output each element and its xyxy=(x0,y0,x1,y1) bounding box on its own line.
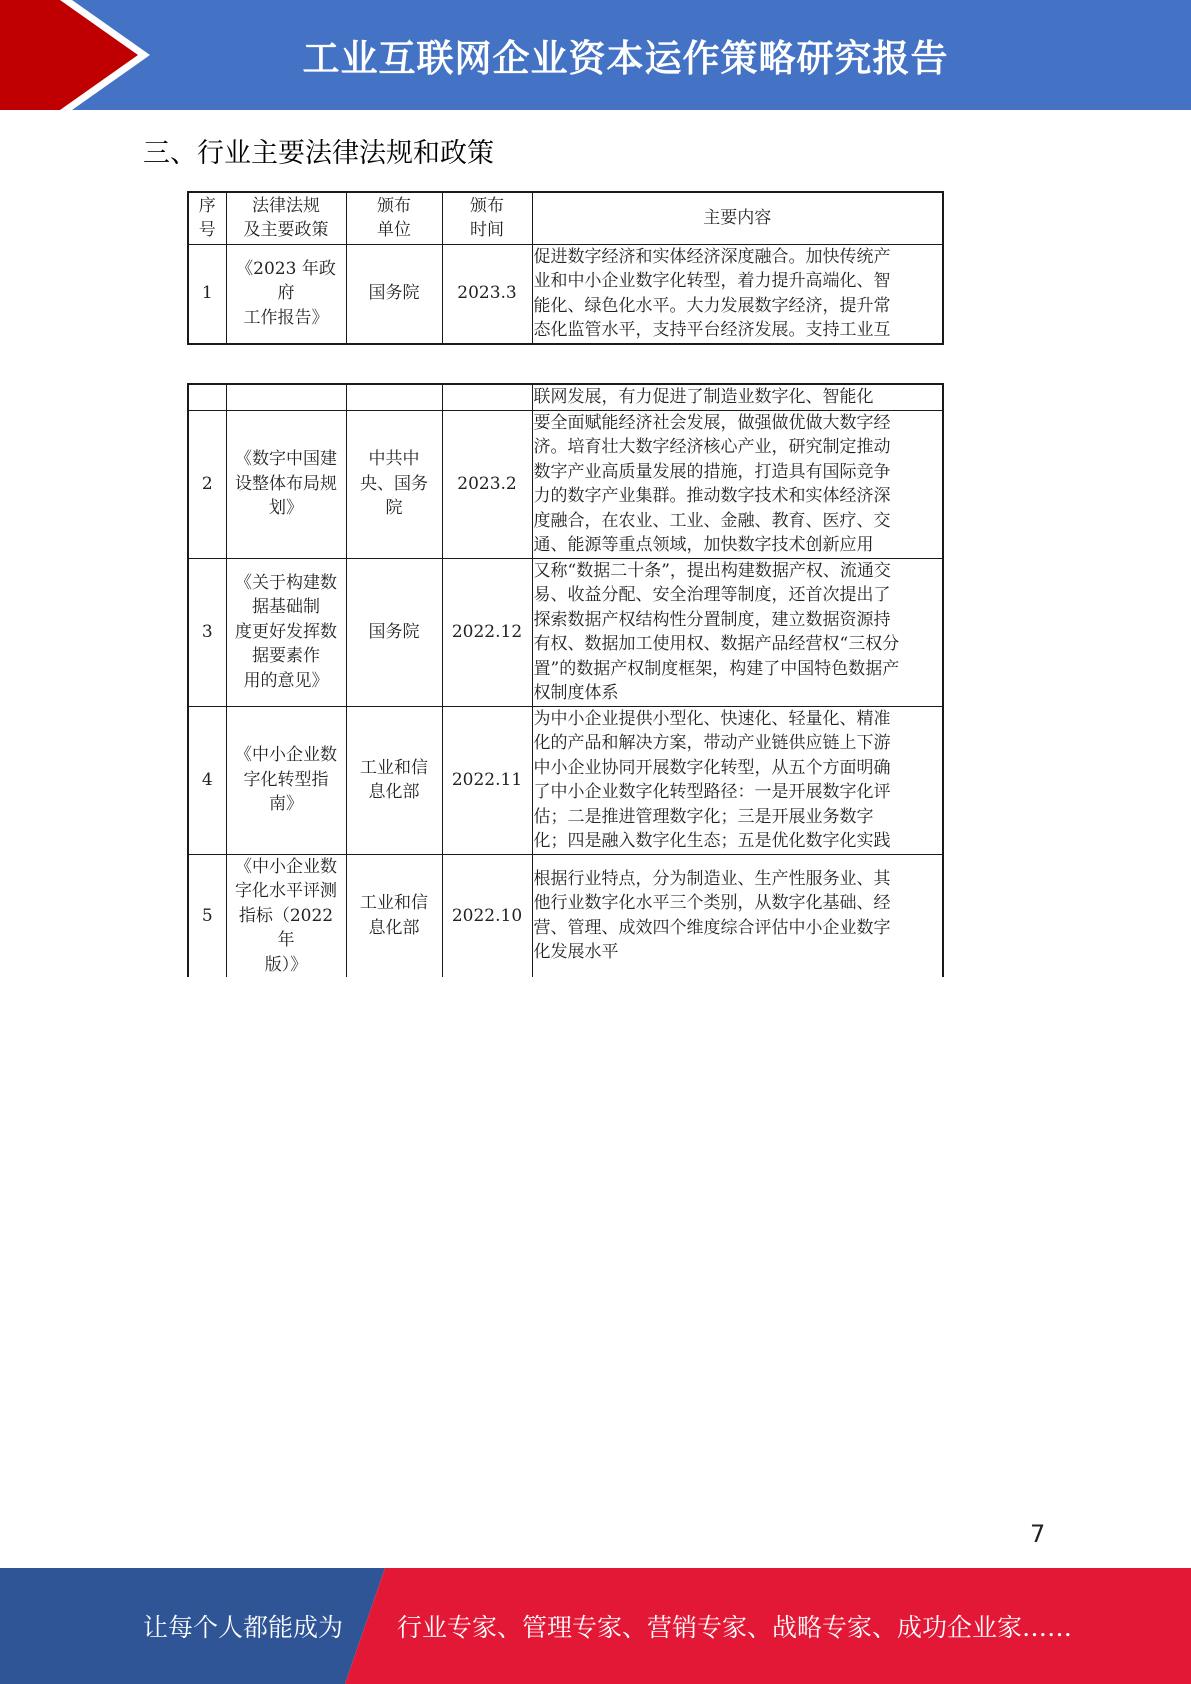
section-title: 三、行业主要法律法规和政策 xyxy=(143,138,494,169)
row-no: 5 xyxy=(188,854,226,977)
row-org: 国务院 xyxy=(346,558,442,706)
row-policy: 《关于构建数 据基础制 度更好发挥数 据要素作 用的意见》 xyxy=(226,558,346,706)
row-policy: 《中小企业数 字化转型指 南》 xyxy=(226,706,346,854)
row-policy: 《2023 年政府 工作报告》 xyxy=(226,244,346,344)
row-org: 国务院 xyxy=(346,244,442,344)
header-policy: 法律法规 及主要政策 xyxy=(226,192,346,244)
policy-table-part-2 xyxy=(187,383,944,977)
row-policy: 《数字中国建 设整体布局规 划》 xyxy=(226,410,346,558)
row-content: 促进数字经济和实体经济深度融合。加快传统产 业和中小企业数字化转型，着力提升高端化、智 能化、绿色化水平。大力发展数字经济，提升常 态化监管水平，支持平台经济发展。支持工业互 xyxy=(532,244,943,344)
header-chevron-decoration xyxy=(0,0,160,110)
policy-table-part-1 xyxy=(187,191,944,345)
row-date: 2023.3 xyxy=(442,244,532,344)
row-no: 3 xyxy=(188,558,226,706)
header-content: 主要内容 xyxy=(532,192,943,244)
table-header-row xyxy=(188,192,943,244)
row-date: 2022.12 xyxy=(442,558,532,706)
table-row xyxy=(188,854,943,977)
row-date: 2023.2 xyxy=(442,410,532,558)
row-no: 1 xyxy=(188,244,226,344)
header-time: 颁布 时间 xyxy=(442,192,532,244)
header-no: 序 号 xyxy=(188,192,226,244)
row-date: 2022.11 xyxy=(442,706,532,854)
table-row xyxy=(188,706,943,854)
table-row xyxy=(188,244,943,344)
row-content: 又称“数据二十条”，提出构建数据产权、流通交 易、收益分配、安全治理等制度，还首次提出了 探索数据产权结构性分置制度，建立数据资源持 有权、数据加工使用权、数据产品经营权“三权分 置”的数据产权制度框架，构建了中国特色数据产 权制度体系 xyxy=(532,558,943,706)
header-org: 颁布 单位 xyxy=(346,192,442,244)
row-content: 为中小企业提供小型化、快速化、轻量化、精准 化的产品和解决方案，带动产业链供应链上下游 中小企业协同开展数字化转型，从五个方面明确 了中小企业数字化转型路径：一是开展数字化评 估；二是推进管理数字化；三是开展业务数字 化；四是融入数字化生态；五是优化数字化实践 xyxy=(532,706,943,854)
table-row-continuation xyxy=(188,384,943,410)
row-org: 中共中 央、国务 院 xyxy=(346,410,442,558)
report-title: 工业互联网企业资本运作策略研究报告 xyxy=(302,37,949,80)
row-policy: 《中小企业数 字化水平评测 指标（2022 年 版）》 xyxy=(226,854,346,977)
footer-slogan-right: 行业专家、管理专家、营销专家、战略专家、成功企业家…… xyxy=(397,1613,1073,1642)
row-date: 2022.10 xyxy=(442,854,532,977)
table-row xyxy=(188,558,943,706)
row-content-continuation: 联网发展，有力促进了制造业数字化、智能化 xyxy=(532,384,943,410)
page-number: 7 xyxy=(1030,1520,1046,1548)
row-content: 根据行业特点，分为制造业、生产性服务业、其 他行业数字化水平三个类别，从数字化基础、经 营、管理、成效四个维度综合评估中小企业数字 化发展水平 xyxy=(532,854,943,977)
row-no: 4 xyxy=(188,706,226,854)
footer-slogan-left: 让每个人都能成为 xyxy=(143,1613,344,1642)
table-row xyxy=(188,410,943,558)
row-org: 工业和信 息化部 xyxy=(346,706,442,854)
page-footer xyxy=(0,1568,1191,1684)
page-header xyxy=(0,0,1191,110)
row-no: 2 xyxy=(188,410,226,558)
row-org: 工业和信 息化部 xyxy=(346,854,442,977)
row-content: 要全面赋能经济社会发展，做强做优做大数字经 济。培育壮大数字经济核心产业，研究制定推动 数字产业高质量发展的措施，打造具有国际竞争 力的数字产业集群。推动数字技术和实体经济深 度融合，在农业、工业、金融、教育、医疗、交 通、能源等重点领域，加快数字技术创新应用 xyxy=(532,410,943,558)
